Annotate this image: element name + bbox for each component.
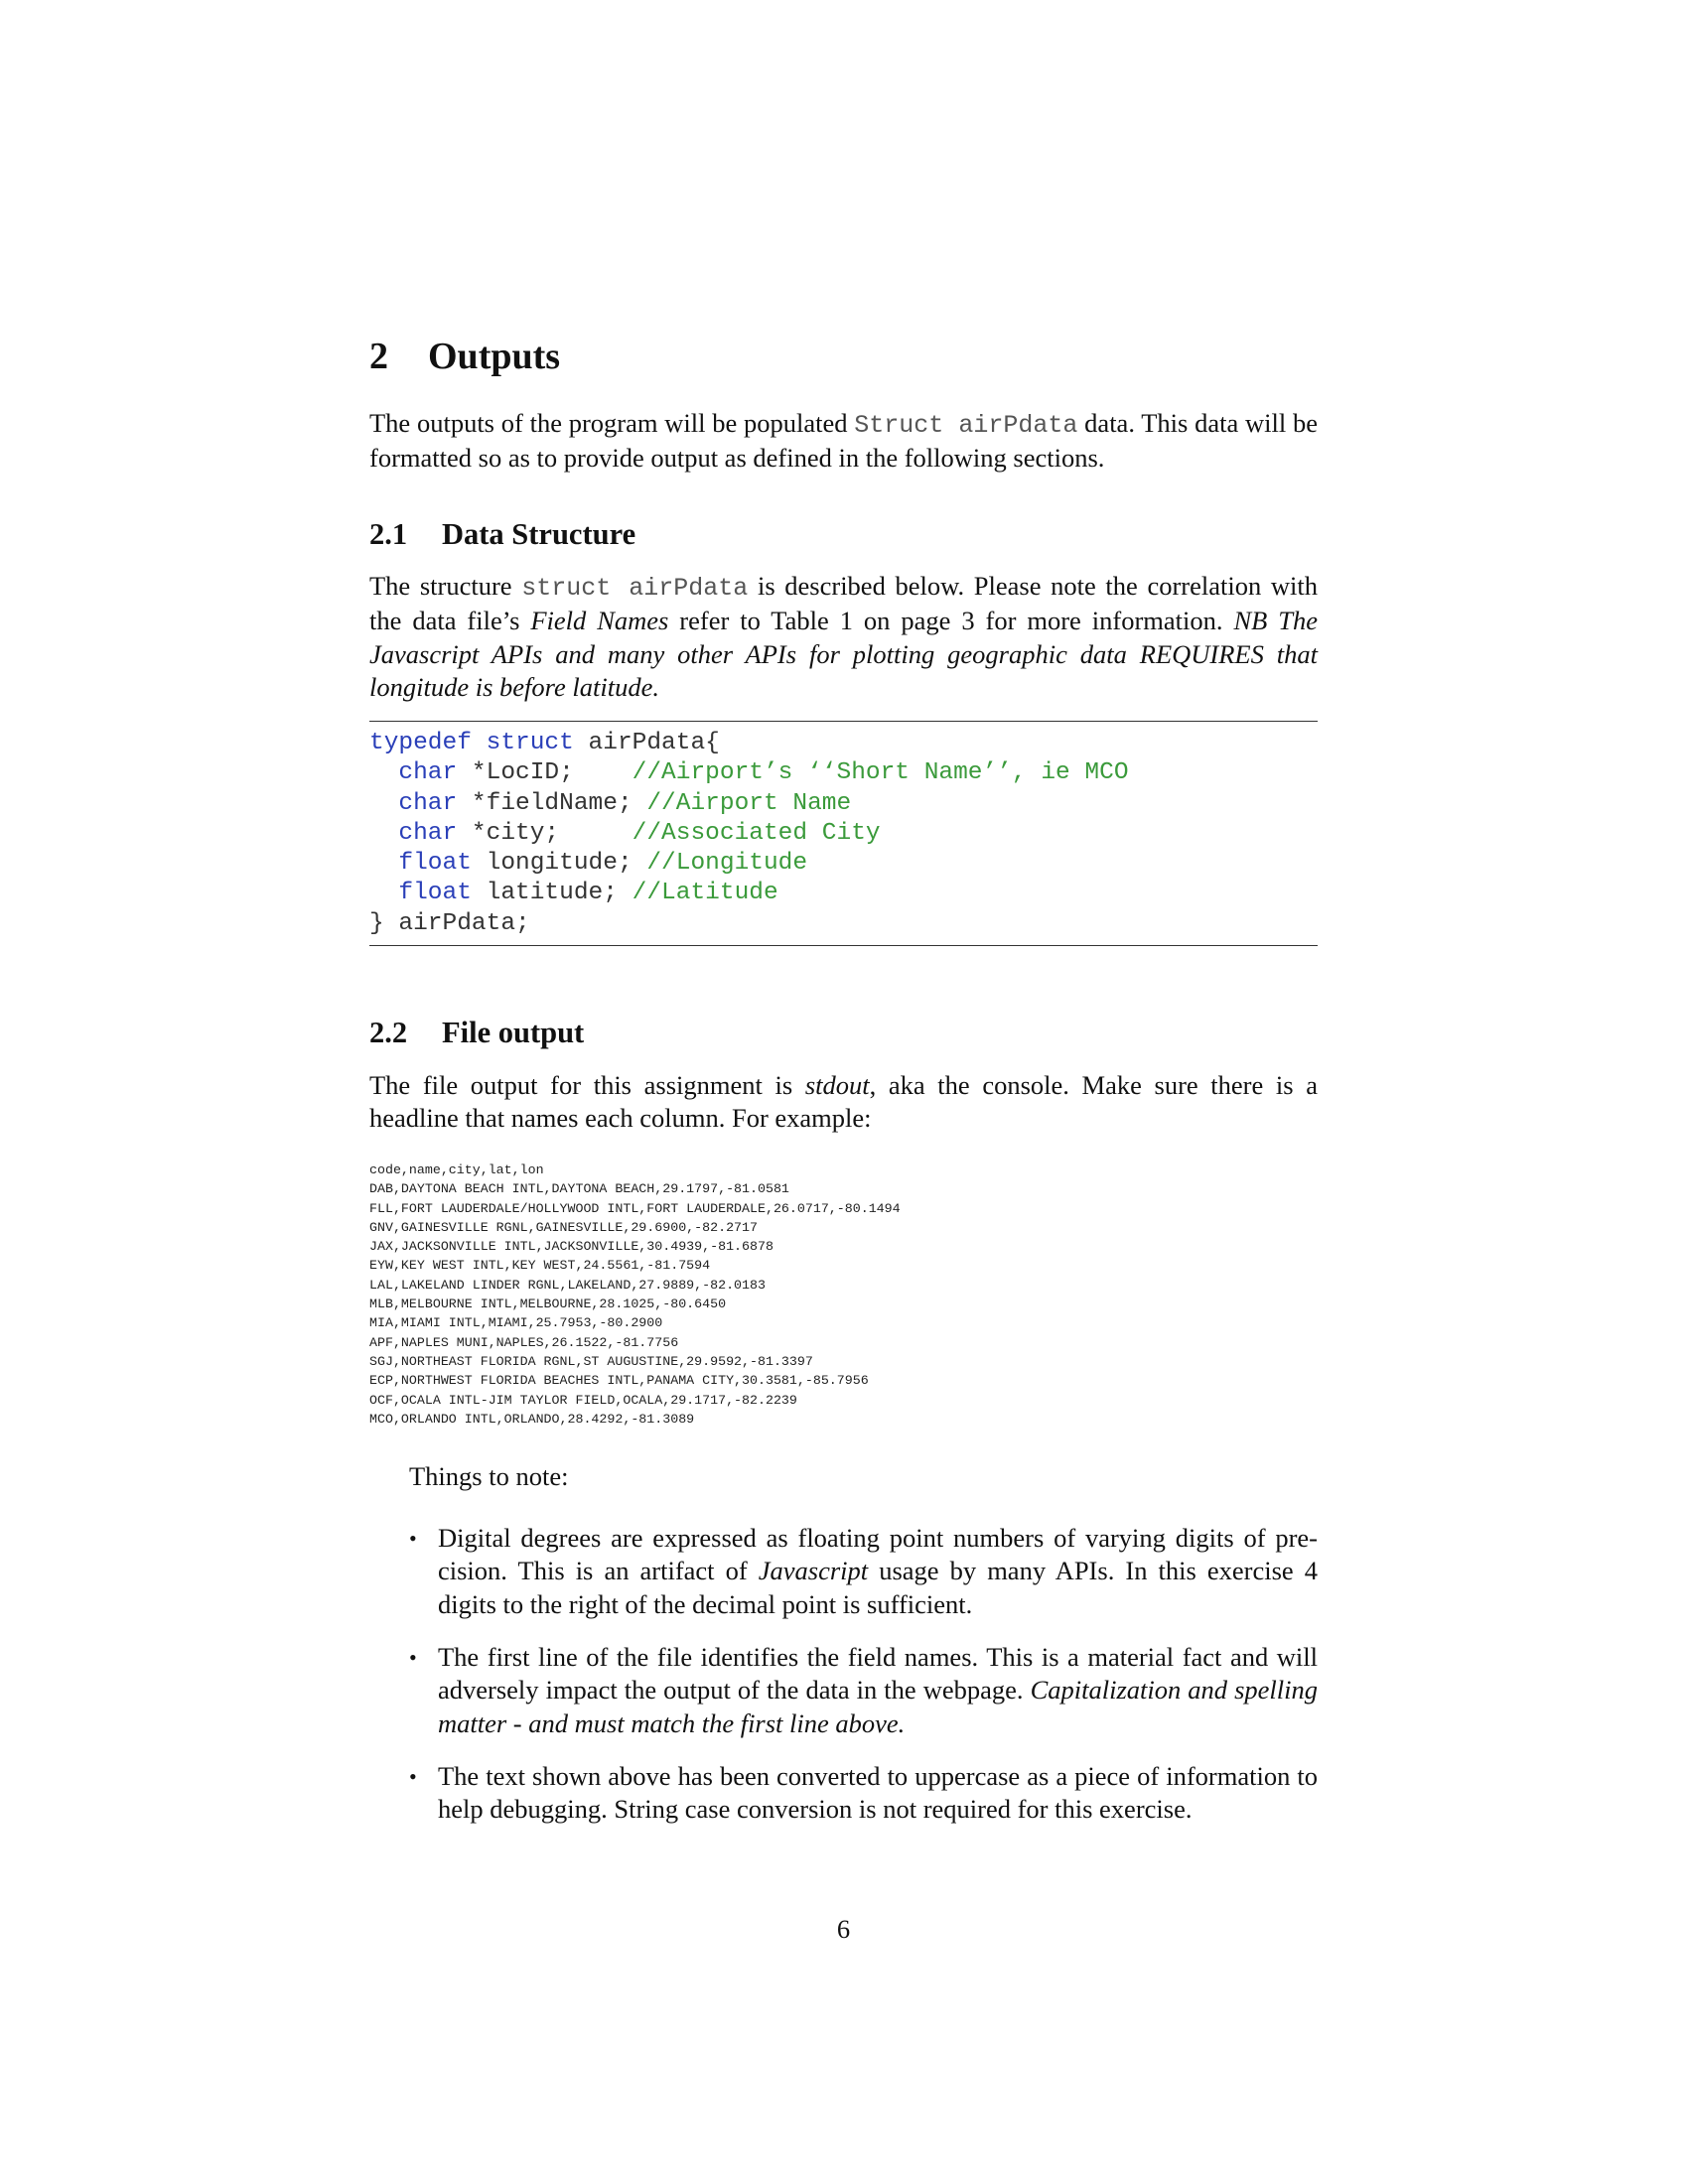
- output-line: MLB,MELBOURNE INTL,MELBOURNE,28.1025,-80.6450: [369, 1297, 727, 1312]
- note-text-part: usage by many APIs. In this exercise 4 digits to the right of the decimal point is sufficient.: [438, 1556, 1318, 1619]
- fo-text-1: The file output for this assignment is: [369, 1070, 805, 1100]
- code-line: [369, 879, 1318, 908]
- intro-text-start: The outputs of the program will be populated: [369, 408, 855, 438]
- code-listing: [369, 721, 1318, 946]
- bullet-icon: •: [409, 1764, 417, 1789]
- code-line: [369, 909, 1318, 939]
- page-number: 6: [836, 1914, 851, 1944]
- note-italic: Capitalization and spelling matter - and must match the first line above.: [438, 1675, 1318, 1738]
- section-intro: [369, 407, 1318, 476]
- code-text: latitude;: [471, 880, 633, 907]
- output-line: GNV,GAINESVILLE RGNL,GAINESVILLE,29.6900,-82.2717: [369, 1219, 758, 1235]
- ds-code: struct airPdata: [521, 574, 749, 603]
- code-comment: //Longitude: [646, 850, 808, 878]
- code-text: *city;: [457, 819, 633, 847]
- subsection-number: 2.2: [369, 1016, 408, 1049]
- ds-text-1: The structure: [369, 571, 522, 601]
- ds-field-names: Field Names: [530, 606, 669, 636]
- code-keyword: char: [398, 759, 458, 787]
- code-keyword: char: [398, 819, 458, 847]
- note-item: [409, 1522, 1318, 1621]
- output-line: DAB,DAYTONA BEACH INTL,DAYTONA BEACH,29.1797,-81.0581: [369, 1181, 789, 1197]
- data-structure-paragraph: [369, 570, 1318, 704]
- section-title: Outputs: [428, 336, 561, 377]
- fo-text-2: , aka the console. Make sure there is a headline that names each column. For example:: [369, 1070, 1318, 1134]
- section-heading: [369, 335, 1318, 378]
- code-keyword: typedef struct: [369, 730, 574, 756]
- note-item: [409, 1760, 1318, 1827]
- code-text: } airPdata;: [369, 909, 530, 937]
- code-keyword: float: [398, 880, 472, 907]
- bullet-icon: •: [409, 1526, 417, 1551]
- subsection-heading-data-structure: [369, 516, 1318, 552]
- section-number: 2: [369, 336, 388, 377]
- intro-text-end: data. This data will be formatted so as to provide output as defined in the following sections.: [369, 408, 1318, 474]
- output-line: LAL,LAKELAND LINDER RGNL,LAKELAND,27.9889,-82.0183: [369, 1277, 766, 1293]
- code-comment: //Latitude: [632, 880, 778, 907]
- sample-output: [369, 1160, 1318, 1429]
- file-output-paragraph: [369, 1069, 1318, 1136]
- fo-stdout: stdout: [804, 1070, 870, 1100]
- notes-heading: Things to note:: [409, 1461, 569, 1491]
- note-italic: Javascript: [758, 1556, 869, 1586]
- code-line: [369, 789, 1318, 819]
- code-comment: //Airport’s ‘‘Short Name’’, ie MCO: [632, 759, 1129, 787]
- note-text-part: Digital degrees are expressed as floating point numbers of varying digits of pre-cision. This is an artifact of: [438, 1523, 1318, 1586]
- ds-text-2: is described below. Please note the correlation with the data file’s: [369, 571, 1318, 636]
- intro-code: Struct airPdata: [854, 411, 1078, 440]
- subsection-heading-file-output: [369, 1015, 1318, 1050]
- output-line: SGJ,NORTHEAST FLORIDA RGNL,ST AUGUSTINE,29.9592,-81.3397: [369, 1353, 813, 1369]
- ds-text-3: refer to Table 1 on page 3 for more information.: [668, 606, 1234, 636]
- note-text-part: The first line of the file identifies the field names. This is a material fact and will adversely impact the output of the data in the webpage.: [438, 1642, 1318, 1706]
- output-line: JAX,JACKSONVILLE INTL,JACKSONVILLE,30.4939,-81.6878: [369, 1239, 774, 1255]
- note-item: [409, 1641, 1318, 1740]
- output-line: ECP,NORTHWEST FLORIDA BEACHES INTL,PANAMA CITY,30.3581,-85.7956: [369, 1373, 869, 1389]
- note-text: [438, 1641, 1318, 1740]
- subsection-title: Data Structure: [442, 517, 636, 551]
- output-line: EYW,KEY WEST INTL,KEY WEST,24.5561,-81.7594: [369, 1258, 711, 1274]
- ds-note: NB The Javascript APIs and many other APIs for plotting geographic data REQUIRES that longitude is before latitude.: [369, 606, 1318, 702]
- code-line: [369, 849, 1318, 879]
- code-text: airPdata{: [573, 730, 720, 756]
- output-line: code,name,city,lat,lon: [369, 1162, 544, 1177]
- output-line: MIA,MIAMI INTL,MIAMI,25.7953,-80.2900: [369, 1315, 663, 1331]
- note-text: The text shown above has been converted to uppercase as a piece of information to help debugging. String case conversion is not required for this exercise.: [438, 1761, 1318, 1825]
- code-text: *fieldName;: [457, 789, 647, 817]
- output-line: OCF,OCALA INTL-JIM TAYLOR FIELD,OCALA,29.1717,-82.2239: [369, 1392, 797, 1408]
- code-comment: //Airport Name: [646, 789, 852, 817]
- code-line: [369, 729, 1318, 758]
- code-line: [369, 758, 1318, 788]
- output-line: MCO,ORLANDO INTL,ORLANDO,28.4292,-81.3089: [369, 1411, 695, 1427]
- code-text: longitude;: [471, 850, 647, 878]
- subsection-title: File output: [442, 1016, 585, 1049]
- code-line: [369, 819, 1318, 849]
- output-line: FLL,FORT LAUDERDALE/HOLLYWOOD INTL,FORT LAUDERDALE,26.0717,-80.1494: [369, 1200, 901, 1216]
- code-text: *LocID;: [457, 759, 633, 787]
- output-line: APF,NAPLES MUNI,NAPLES,26.1522,-81.7756: [369, 1334, 679, 1350]
- code-keyword: float: [398, 850, 472, 878]
- code-comment: //Associated City: [632, 819, 881, 847]
- note-text: [438, 1522, 1318, 1621]
- subsection-number: 2.1: [369, 517, 408, 551]
- code-keyword: char: [398, 789, 458, 817]
- bullet-icon: •: [409, 1645, 417, 1670]
